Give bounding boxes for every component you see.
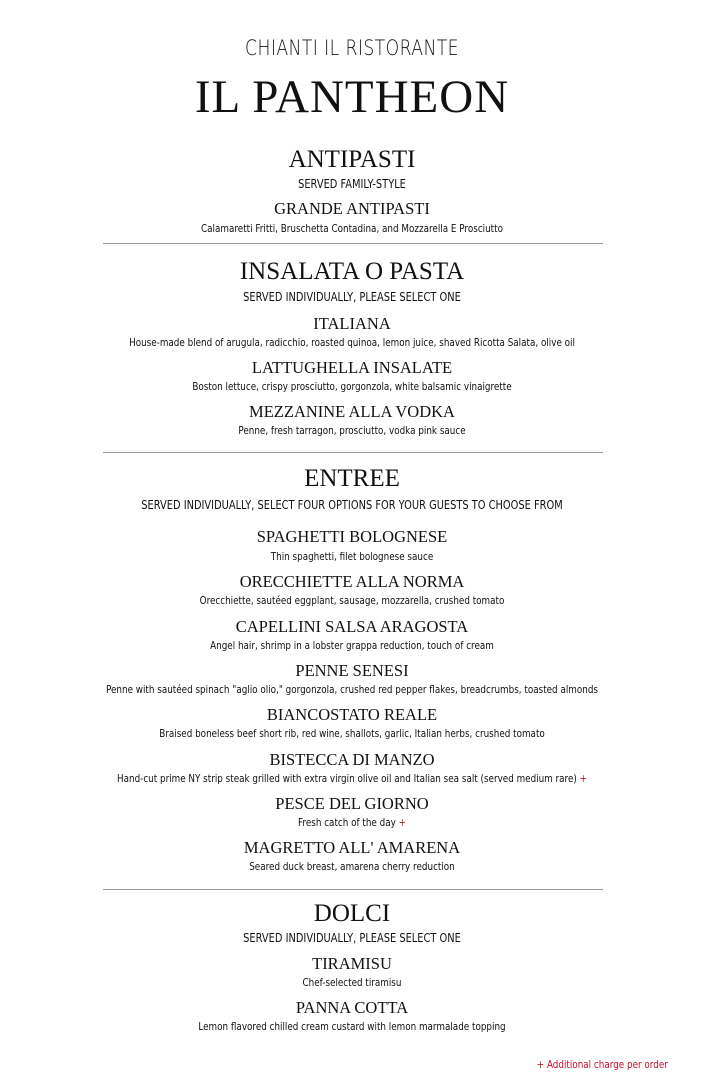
menu-title: IL PANTHEON	[194, 71, 510, 123]
item-name: TIRAMISU	[312, 954, 392, 973]
surcharge-mark: +	[579, 772, 588, 785]
item-name: SPAGHETTI BOLOGNESE	[256, 527, 448, 546]
item-desc: Calamaretti Fritti, Bruschetta Contadina, and Mozzarella E Prosciutto	[201, 222, 503, 235]
item-desc-text: Fresh catch of the day	[298, 816, 396, 829]
item-desc: House-made blend of arugula, radicchio, roasted quinoa, lemon juice, shaved Ricotta Salata, olive oil	[129, 336, 575, 349]
restaurant-name: CHIANTI IL RISTORANTE	[245, 36, 459, 60]
section-title-dolci: DOLCI	[313, 900, 391, 927]
item-name: PESCE DEL GIORNO	[275, 794, 429, 813]
item-desc: Lemon flavored chilled cream custard with lemon marmalade topping	[198, 1020, 506, 1033]
item-desc: Penne with sautéed spinach "aglio olio," gorgonzola, crushed red pepper flakes, breadcrumbs, toasted almonds	[106, 683, 598, 696]
item-name: PENNE SENESI	[295, 661, 409, 680]
surcharge-mark: +	[398, 816, 406, 829]
item-desc: Thin spaghetti, filet bolognese sauce	[270, 550, 434, 563]
section-subtitle-entree: SERVED INDIVIDUALLY, SELECT FOUR OPTIONS FOR YOUR GUESTS TO CHOOSE FROM	[141, 498, 563, 512]
item-desc: Boston lettuce, crispy prosciutto, gorgonzola, white balsamic vinaigrette	[192, 380, 512, 393]
section-title-antipasti: ANTIPASTI	[288, 146, 416, 173]
item-name: BIANCOSTATO REALE	[266, 705, 438, 724]
item-name: MEZZANINE ALLA VODKA	[249, 402, 455, 421]
section-title-entree: ENTREE	[304, 465, 400, 492]
item-name: MAGRETTO ALL' AMARENA	[243, 838, 461, 857]
section-subtitle-antipasti: SERVED FAMILY-STYLE	[298, 177, 406, 191]
item-desc-with-mark	[38, 772, 665, 785]
section-subtitle-dolci: SERVED INDIVIDUALLY, PLEASE SELECT ONE	[243, 931, 461, 945]
item-name: LATTUGHELLA INSALATE	[251, 358, 453, 377]
section-subtitle-insalata: SERVED INDIVIDUALLY, PLEASE SELECT ONE	[243, 290, 461, 304]
item-name: ITALIANA	[313, 314, 391, 333]
item-desc: Orecchiette, sautéed eggplant, sausage, mozzarella, crushed tomato	[199, 594, 505, 607]
item-desc: Braised boneless beef short rib, red wine, shallots, garlic, Italian herbs, crushed tomato	[159, 727, 545, 740]
item-name: PANNA COTTA	[295, 998, 409, 1017]
item-name: GRANDE ANTIPASTI	[274, 199, 430, 218]
item-name: CAPELLINI SALSA ARAGOSTA	[235, 617, 469, 636]
section-title-insalata: INSALATA O PASTA	[239, 258, 465, 285]
item-name: ORECCHIETTE ALLA NORMA	[239, 572, 465, 591]
section-divider	[103, 889, 603, 890]
section-divider	[103, 243, 603, 244]
surcharge-footnote: + Additional charge per order	[536, 1058, 668, 1071]
section-divider	[103, 452, 603, 453]
item-desc-text: Hand-cut prime NY strip steak grilled with extra virgin olive oil and Italian sea salt (served medium rare)	[116, 772, 577, 785]
item-desc: Seared duck breast, amarena cherry reduction	[249, 860, 455, 873]
item-desc: Chef-selected tiramisu	[302, 976, 402, 989]
item-name: BISTECCA DI MANZO	[269, 750, 435, 769]
item-desc-with-mark	[38, 816, 665, 829]
item-desc: Penne, fresh tarragon, prosciutto, vodka pink sauce	[238, 424, 466, 437]
item-desc: Angel hair, shrimp in a lobster grappa reduction, touch of cream	[210, 639, 494, 652]
